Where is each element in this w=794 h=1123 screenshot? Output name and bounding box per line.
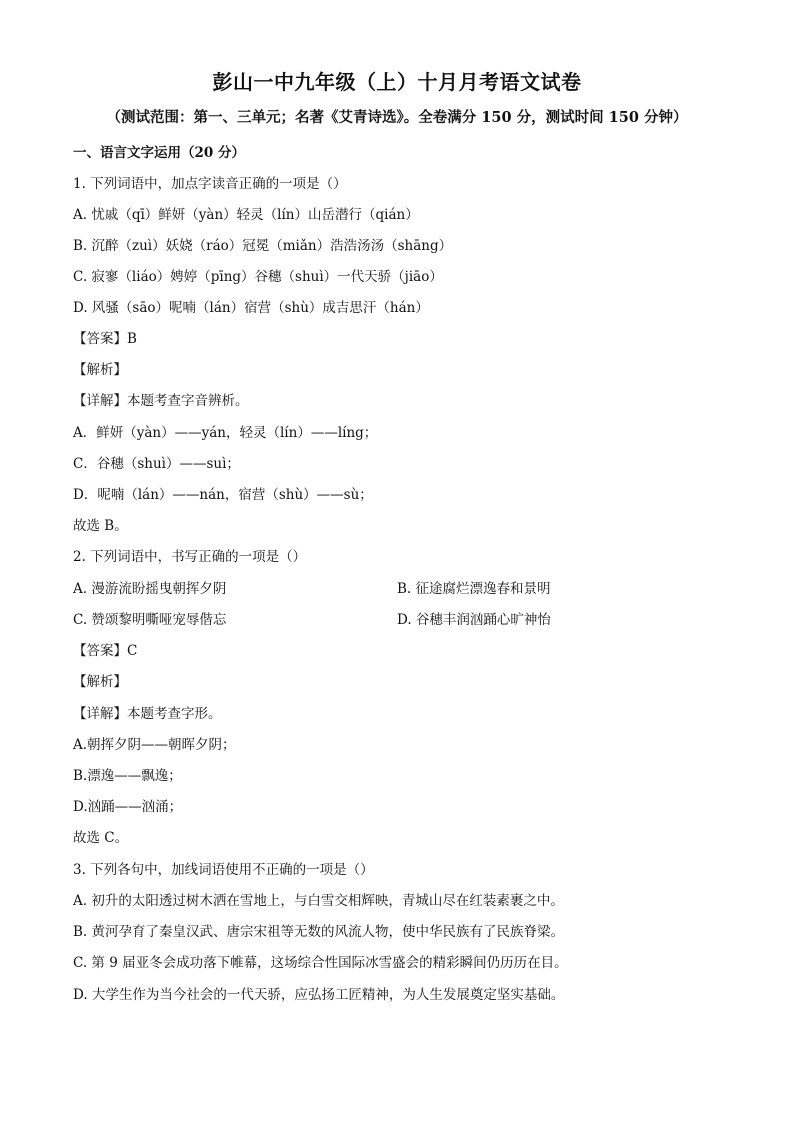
question-1-detail: 【详解】本题考查字音辨析。 [73, 393, 249, 409]
exam-scope-note: （测试范围：第一、三单元；名著《艾青诗选》。全卷满分 150 分，测试时间 150 分钟） [106, 109, 688, 126]
question-3-option-c: C. 第 9 届亚冬会成功落下帷幕，这场综合性国际冰雪盛会的精彩瞬间仍历历在目。 [73, 955, 568, 971]
question-3-option-b: B. 黄河孕育了秦皇汉武、唐宗宋祖等无数的风流人物，使中华民族有了民族脊梁。 [73, 924, 565, 940]
question-2-detail: 【详解】本题考查字形。 [73, 706, 222, 722]
question-1-option-c: C. 寂寥（liáo）娉婷（pīng）谷穗（shuì）一代天骄（jiāo） [73, 269, 443, 285]
question-1-note-a: A．鲜妍（yàn）——yán，轻灵（lín）——líng； [73, 425, 378, 441]
page-title: 彭山一中九年级（上）十月月考语文试卷 [212, 70, 582, 94]
question-3-option-a: A. 初升的太阳透过树木洒在雪地上，与白雪交相辉映，青城山尽在红装素裹之中。 [73, 893, 564, 909]
question-1-option-d: D. 风骚（sāo）呢喃（lán）宿营（shù）成吉思汗（hán） [73, 300, 429, 316]
question-2-stem: 2. 下列词语中，书写正确的一项是（） [73, 549, 307, 565]
question-2-note-a: A.朝挥夕阴——朝晖夕阴； [73, 737, 236, 753]
question-1-analysis-label: 【解析】 [73, 362, 127, 378]
question-2-note-b: B.漂逸——飘逸； [73, 768, 182, 784]
question-1-stem: 1. 下列词语中，加点字读音正确的一项是（） [73, 176, 347, 192]
question-2-answer: 【答案】C [73, 643, 138, 659]
question-1-note-d: D．呢喃（lán）——nán，宿营（shù）——sù； [73, 487, 373, 503]
question-2-option-b: B. 征途腐烂漂逸春和景明 [397, 581, 551, 597]
question-1-conclusion: 故选 B。 [73, 518, 128, 534]
question-1-note-c: C．谷穗（shuì）——suì； [73, 456, 240, 472]
question-2-option-d: D. 谷穗丰润汹踊心旷神怡 [397, 612, 551, 628]
question-3-stem: 3. 下列各句中，加线词语使用不正确的一项是（） [73, 862, 374, 878]
question-2-conclusion: 故选 C。 [73, 830, 129, 846]
question-2-analysis-label: 【解析】 [73, 674, 127, 690]
question-1-option-a: A. 忧戚（qī）鲜妍（yàn）轻灵（lín）山岳潜行（qián） [73, 207, 419, 223]
question-3-option-d: D. 大学生作为当今社会的一代天骄，应弘扬工匠精神，为人生发展奠定坚实基础。 [73, 987, 565, 1003]
question-2-option-c: C. 赞颂黎明嘶哑宠辱偕忘 [73, 612, 227, 628]
question-1-answer: 【答案】B [73, 331, 137, 347]
question-2-option-a: A. 漫游流盼摇曳朝挥夕阴 [73, 581, 227, 597]
question-1-option-b: B. 沉醉（zuì）妖娆（ráo）冠冕（miǎn）浩浩汤汤（shāng） [73, 238, 453, 254]
section-heading: 一、语言文字运用（20 分） [73, 145, 245, 161]
question-2-note-d: D.汹踊——汹涌； [73, 799, 183, 815]
